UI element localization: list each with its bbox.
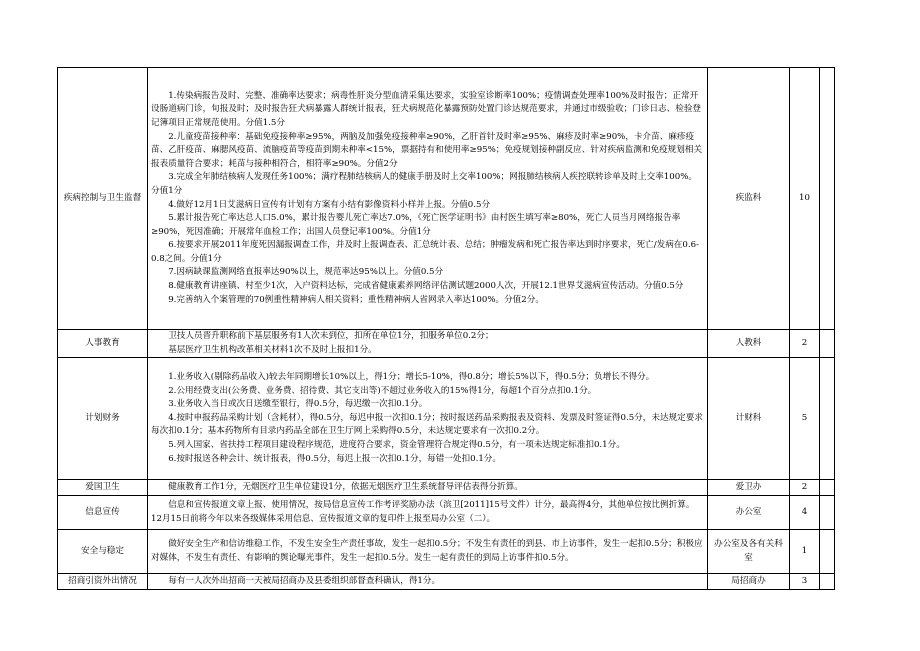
content-line: 8.健康教育讲座镇、村至少1次，入户资料达标，完成省健康素养网络评估测试题2000人次，开展12.1世界艾滋病宣传活动。分值0.5分 xyxy=(168,281,684,292)
content-line: 1.业务收入(剔除药品收入)较去年同期增长10%以上，得1分；增长5-10%，得0.8分；增长5%以下，得0.5分；负增长不得分。 xyxy=(168,372,655,383)
blank-cell xyxy=(820,496,835,530)
category-cell: 计划财务 xyxy=(58,358,148,480)
content-line: 4.按时申报药品采购计划（含耗材），得0.5分，每迟申报一次扣0.1分；按时报送药品采购报表及资料、发票及时签证得0.5分，未达规定要求每次扣0.1分；基本药物所有目录内药品全部在卫生厅网上采购得0.5分，未达规定要求有一次扣0.2分。 xyxy=(151,412,703,437)
content-cell xyxy=(148,68,708,330)
content-line: 2.公用经费支出(公务费、业务费、招待费、其它支出等)不超过业务收入的15%得1分，每超1个百分点扣0.1分。 xyxy=(168,385,597,396)
score-cell: 10 xyxy=(790,68,820,330)
content-line: 3.完成全年肺结核病人发现任务100%；满疗程肺结核病人的健康手册及时上交率100%；网报肺结核病人疾控联转诊单及时上交率100%。分值1分 xyxy=(151,172,697,196)
content-cell xyxy=(148,574,708,590)
content-line: 卫技人员晋升职称前下基层服务有1人次未到位，扣所在单位1分，扣服务单位0.2分； xyxy=(168,331,494,341)
content-line: 6.按要求开展2011年度死因漏报调查工作，并及时上报调查表、汇总统计表、总结；肿瘤发病和死亡报告率达到时序要求，死亡/发病在0.6-0.8之间。分值1分 xyxy=(151,240,699,264)
department-cell: 计财科 xyxy=(708,358,790,480)
score-cell: 4 xyxy=(790,496,820,530)
content-line: 每有一人次外出招商一天被局招商办及县委组织部督查科确认，得1分。 xyxy=(168,575,441,586)
category-cell: 招商引资外出情况 xyxy=(58,574,148,590)
content-line: 基层医疗卫生机构改革相关材料1次不及时上报扣1分。 xyxy=(168,344,377,355)
table-row xyxy=(58,574,835,590)
table-row xyxy=(58,496,835,530)
table-row xyxy=(58,480,835,496)
category-cell: 爱国卫生 xyxy=(58,480,148,496)
department-cell: 人教科 xyxy=(708,330,790,358)
content-cell xyxy=(148,496,708,530)
content-line: 7.因病缺课监测网络直报率达90%以上，规范率达95%以上。分值0.5分 xyxy=(168,267,444,278)
content-line: 3.业务收入当日或次日送缴至银行，得0.5分，每迟缴一次扣0.1分。 xyxy=(168,399,428,410)
content-cell xyxy=(148,330,708,358)
content-cell xyxy=(148,530,708,574)
content-line: 4.做好12月1日艾滋病日宣传有计划有方案有小结有影像资料小样并上报。分值0.5分 xyxy=(168,199,491,210)
content-line: 6.按时报送各种会计、统计报表，得0.5分，每迟上报一次扣0.1分，每错一处扣0.1分。 xyxy=(168,453,501,464)
department-cell: 疾监科 xyxy=(708,68,790,330)
table-row xyxy=(58,530,835,574)
category-cell: 人事教育 xyxy=(58,330,148,358)
blank-cell xyxy=(820,330,835,358)
content-cell xyxy=(148,358,708,480)
department-cell: 爱卫办 xyxy=(708,480,790,496)
score-cell: 2 xyxy=(790,330,820,358)
category-cell: 安全与稳定 xyxy=(58,530,148,574)
content-line: 健康教育工作1分，无烟医疗卫生单位建设1分，依据无烟医疗卫生系统督导评估表得分折算。 xyxy=(168,481,523,492)
table-row xyxy=(58,358,835,480)
blank-cell xyxy=(820,68,835,330)
score-cell: 2 xyxy=(790,480,820,496)
blank-cell xyxy=(820,480,835,496)
blank-cell xyxy=(820,574,835,590)
table-row xyxy=(58,68,835,330)
content-line: 做好安全生产和信访维稳工作，不发生安全生产责任事故，发生一起扣0.5分；不发生有责任的到县、市上访事件，发生一起扣0.5分；积极应对媒体，不发生有责任、有影响的舆论曝光事件，发生一起扣0.5分。发生一起有责任的到局上访事件扣0.5分。 xyxy=(151,539,703,563)
content-line: 1.传染病报告及时、完整、准确率达要求；病毒性肝炎分型血清采集达要求，实验室诊断率100%；疫情调查处理率100%及时报告；正常开设肠道病门诊，旬报及时；及时报告狂犬病暴露人群统计报表，狂犬病规范化暴露预防处置门诊达规范要求，并通过市级验收；门诊日志、检验登记簿项目正常规范使用。分值1.5分 xyxy=(151,90,702,128)
category-cell: 信息宣传 xyxy=(58,496,148,530)
department-cell: 局招商办 xyxy=(708,574,790,590)
score-cell: 5 xyxy=(790,358,820,480)
blank-cell xyxy=(820,530,835,574)
content-line: 2.儿童疫苗接种率：基础免疫接种率≥95%，两脑及加强免疫接种率≥90%，乙肝首针及时率≥95%、麻疹及时率≥90%，卡介苗、麻疹疫苗、乙肝疫苗、麻腮风疫苗、流脑疫苗等疫苗到期未种率<15%，票据持有和使用率≥95%；免疫规划接种副反应、针对疾病监测和免疫规划相关报表质量符合要求；耗苗与接种相符合，相符率≥90%。分值2分 xyxy=(151,131,703,169)
content-line: 5.列入国家、省扶持工程项目建设程序规范，进度符合要求，资金管理符合规定得0.5分，有一项未达规定标准扣0.1分。 xyxy=(168,440,625,451)
content-line: 5.累计报告死亡率达总人口5.0%，累计报告婴儿死亡率达7.0%，《死亡医学证明书》由村医生填写率≥80%，死亡人员当月网络报告率≥90%，死因准确；开展常年血检工作；出国人员登记率100%。分值1分 xyxy=(151,213,681,237)
assessment-table xyxy=(57,67,835,590)
category-cell: 疾病控制与卫生监督 xyxy=(58,68,148,330)
score-cell: 3 xyxy=(790,574,820,590)
blank-cell xyxy=(820,358,835,480)
content-line: 信息和宣传报道文章上报、使用情况，按局信息宣传工作考评奖励办法（滨卫[2011]15号文件）计分，最高得4分，其他单位按比例折算。12月15日前将今年以来各级媒体采用信息、宣传报道文章的复印件上报至局办公室（二）。 xyxy=(151,500,695,524)
department-cell: 办公室及各有关科室 xyxy=(708,530,790,574)
department-cell: 办公室 xyxy=(708,496,790,530)
score-cell: 1 xyxy=(790,530,820,574)
table-row xyxy=(58,330,835,358)
content-line: 9.完善纳入个案管理的70例重性精神病人相关资料；重性精神病人省网录入率达100%。分值2分。 xyxy=(168,294,544,305)
content-cell xyxy=(148,480,708,496)
